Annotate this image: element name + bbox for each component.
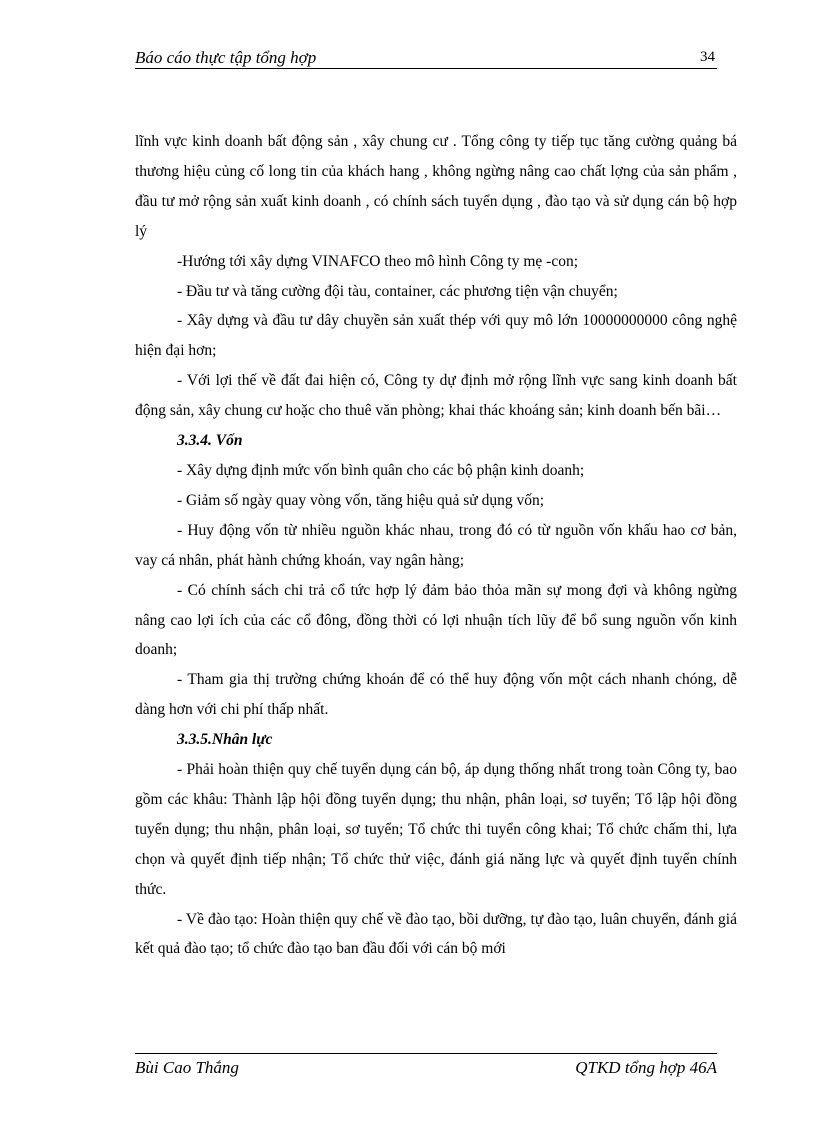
page-number: 34 (700, 49, 715, 65)
paragraph: - Xây dựng định mức vốn bình quân cho các bộ phận kinh doanh; (177, 461, 585, 479)
header-title: Báo cáo thực tập tổng hợp (135, 48, 317, 67)
paragraph: - Huy động vốn từ nhiều nguồn khác nhau, trong đó có từ nguồn vốn khấu hao cơ bản, vay cá nhân, phát hành chứng khoán, vay ngân hàng; (135, 521, 737, 569)
paragraph: - Giảm số ngày quay vòng vốn, tăng hiệu quả sử dụng vốn; (177, 491, 545, 509)
footer-author: Bùi Cao Thắng (135, 1058, 239, 1077)
paragraph: - Có chính sách chi trả cổ tức hợp lý đảm bảo thỏa mãn sự mong đợi và không ngừng nâng cao lợi ích của các cổ đông, đồng thời có lợi nhuận tích lũy để bổ sung nguồn vốn kinh doanh; (135, 581, 737, 659)
page-header (135, 46, 717, 69)
paragraph: - Xây dựng và đầu tư dây chuyền sản xuất thép với quy mô lớn 10000000000 công nghệ hiện đại hơn; (135, 312, 737, 360)
footer-class: QTKD tổng hợp 46A (575, 1058, 717, 1077)
paragraph: -Hướng tới xây dựng VINAFCO theo mô hình Công ty mẹ -con; (177, 252, 579, 270)
paragraph: - Với lợi thế về đất đai hiện có, Công ty dự định mở rộng lĩnh vực sang kinh doanh bất động sản, xây chung cư hoặc cho thuê văn phòng; khai thác khoáng sản; kinh doanh bến bãi… (135, 372, 737, 420)
page-footer (135, 1053, 717, 1077)
document-body (135, 127, 737, 964)
section-heading-capital: 3.3.4. Vốn (177, 432, 243, 450)
paragraph: - Phải hoàn thiện quy chế tuyển dụng cán bộ, áp dụng thống nhất trong toàn Công ty, bao gồm các khâu: Thành lập hội đồng tuyển dụng; thu nhận, phân loại, sơ tuyển; Tổ lập hội đồng tuyển dụng; thu nhận, phân loại, sơ tuyển; Tổ chức thi tuyển công khai; Tổ chức chấm thi, lựa chọn và quyết định tiếp nhận; Tổ chức thử việc, đánh giá năng lực và quyết định tuyển chính thức. (135, 761, 737, 898)
paragraph: - Tham gia thị trường chứng khoán để có thể huy động vốn một cách nhanh chóng, dễ dàng hơn với chi phí thấp nhất. (135, 671, 737, 719)
paragraph: - Đầu tư và tăng cường đội tàu, container, các phương tiện vận chuyển; (177, 282, 618, 300)
paragraph: lĩnh vực kinh doanh bất động sản , xây chung cư . Tổng công ty tiếp tục tăng cường quảng bá thương hiệu củng cố long tin của khách hang , không ngừng nâng cao chất lợng của sản phẩm , đầu tư mở rộng sản xuất kinh doanh , có chính sách tuyển dụng , đào tạo và sử dụng cán bộ hợp lý (135, 133, 737, 240)
paragraph: - Về đào tạo: Hoàn thiện quy chế về đào tạo, bồi dưỡng, tự đào tạo, luân chuyển, đánh giá kết quả đào tạo; tổ chức đào tạo ban đầu đối với cán bộ mới (135, 910, 737, 958)
section-heading-human-resources: 3.3.5.Nhân lực (177, 731, 273, 749)
